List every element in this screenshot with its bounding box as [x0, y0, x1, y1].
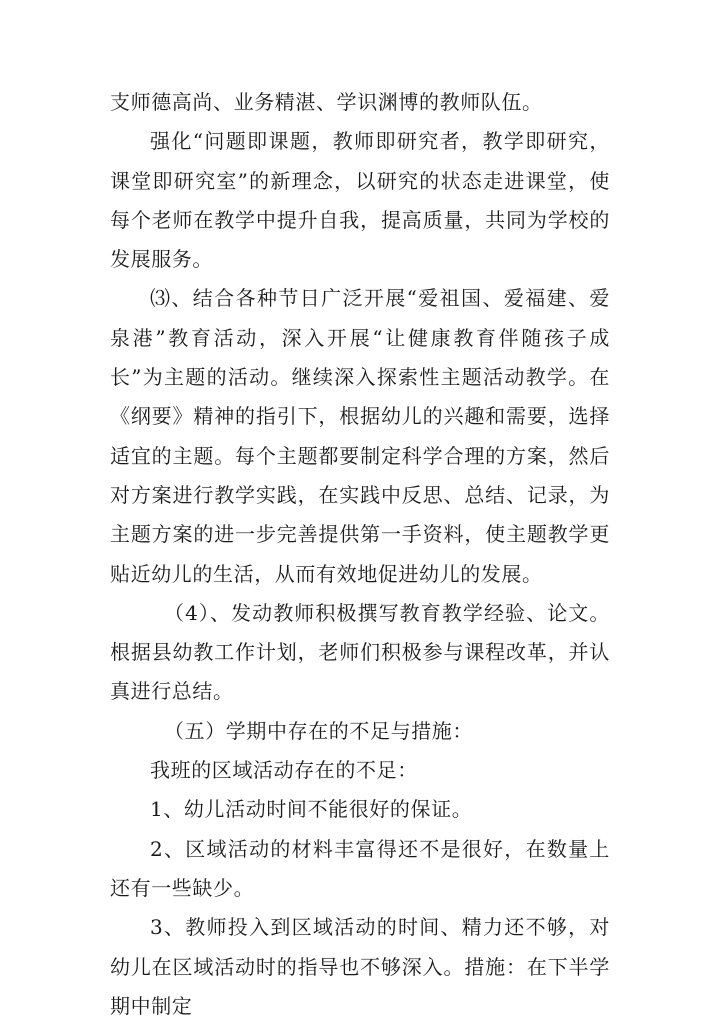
paragraph-holiday-activities: ⑶、结合各种节日广泛开展“爱祖国、爱福建、爱泉港”教育活动，深入开展“让健康教育伴随孩子成长”为主题的活动。继续深入探索性主题活动教学。在《纲要》精神的指引下，根据幼儿的兴趣和需要，选择适宜的主题。每个主题都要制定科学合理的方案，然后对方案进行教学实践，在实践中反思、总结、记录，为主题方案的进一步完善提供第一手资料，使主题教学更贴近幼儿的生活，从而有效地促进幼儿的发展。 [110, 286, 610, 586]
paragraph-teacher-writing: （4）、发动教师积极撰写教育教学经验、论文。根据县幼教工作计划，老师们积极参与课程改革，并认真进行总结。 [110, 600, 610, 704]
list-item-2: 2、区域活动的材料丰富得还不是很好，在数量上还有一些缺少。 [110, 836, 610, 900]
paragraph-research-concept: 强化“问题即课题，教师即研究者，教学即研究，课堂即研究室”的新理念，以研究的状态走进课堂，使每个老师在教学中提升自我，提高质量，共同为学校的发展服务。 [110, 129, 610, 272]
document-body [110, 83, 610, 1026]
paragraph-continuation: 支师德高尚、业务精湛、学识渊博的教师队伍。 [110, 90, 543, 114]
list-item-1: 1、幼儿活动时间不能很好的保证。 [150, 797, 473, 822]
section-heading-shortcomings: （五）学期中存在的不足与措施： [164, 718, 473, 743]
list-item-3: 3、教师投入到区域活动的时间、精力还不够，对幼儿在区域活动时的指导也不够深入。措施：在下半学期中制定 [110, 915, 610, 1018]
paragraph-area-shortcomings: 我班的区域活动存在的不足： [150, 758, 418, 783]
